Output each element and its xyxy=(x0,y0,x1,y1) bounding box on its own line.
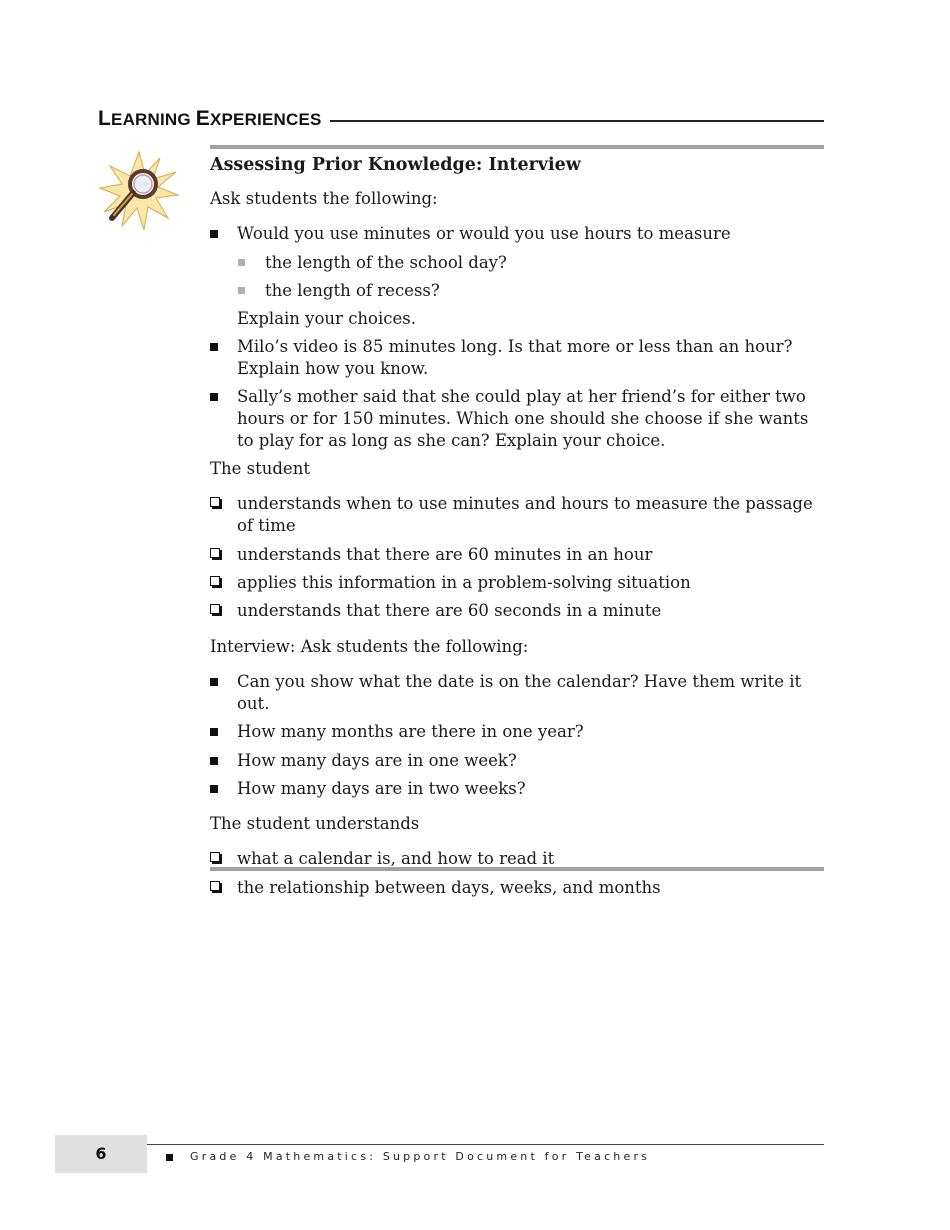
magnifying-glass-icon xyxy=(98,150,180,232)
question-item: How many days are in two weeks? xyxy=(210,778,824,800)
interview-intro: Interview: Ask students the following: xyxy=(210,637,529,656)
student-label: The student xyxy=(210,459,310,478)
question-item: Can you show what the date is on the calendar? Have them write it out. xyxy=(210,671,824,715)
section-header xyxy=(98,106,824,134)
sub-question-item: the length of recess? xyxy=(210,280,824,302)
checklist-item: the relationship between days, weeks, and months xyxy=(210,877,824,899)
page-number-box xyxy=(55,1135,147,1173)
footer-title: Grade 4 Mathematics: Support Document for Teachers xyxy=(190,1150,651,1163)
sub-question-item: the length of the school day? xyxy=(210,252,824,274)
footer-bullet-icon xyxy=(166,1154,173,1161)
box-bottom-border xyxy=(210,867,824,871)
checklist-item: understands when to use minutes and hours to measure the passage of time xyxy=(210,493,824,537)
intro-text: Ask students the following: xyxy=(210,189,438,208)
question-item: Sally’s mother said that she could play at her friend’s for either two hours or for 150 minutes. Which one should she choose if she wants to play for as long as she can? Explain your choice. xyxy=(210,386,824,452)
page-number: 6 xyxy=(95,1144,107,1163)
footer-rule xyxy=(147,1144,824,1145)
checklist-item: what a calendar is, and how to read it xyxy=(210,848,824,870)
checklist-item: understands that there are 60 minutes in an hour xyxy=(210,544,824,566)
student-understands-label: The student understands xyxy=(210,814,420,833)
question-item: Milo’s video is 85 minutes long. Is that more or less than an hour? Explain how you know. xyxy=(210,336,824,380)
follow-up-text: Explain your choices. xyxy=(237,309,416,328)
section-title: LEARNING EXPERIENCES xyxy=(98,106,330,133)
box-top-border xyxy=(210,145,824,149)
question-item: How many days are in one week? xyxy=(210,750,824,772)
question-item: How many months are there in one year? xyxy=(210,721,824,743)
checklist-item: understands that there are 60 seconds in a minute xyxy=(210,600,824,622)
question-item: Would you use minutes or would you use hours to measure xyxy=(210,223,824,245)
assessment-box xyxy=(210,152,824,899)
checklist-item: applies this information in a problem-solving situation xyxy=(210,572,824,594)
box-heading: Assessing Prior Knowledge: Interview xyxy=(210,155,581,175)
